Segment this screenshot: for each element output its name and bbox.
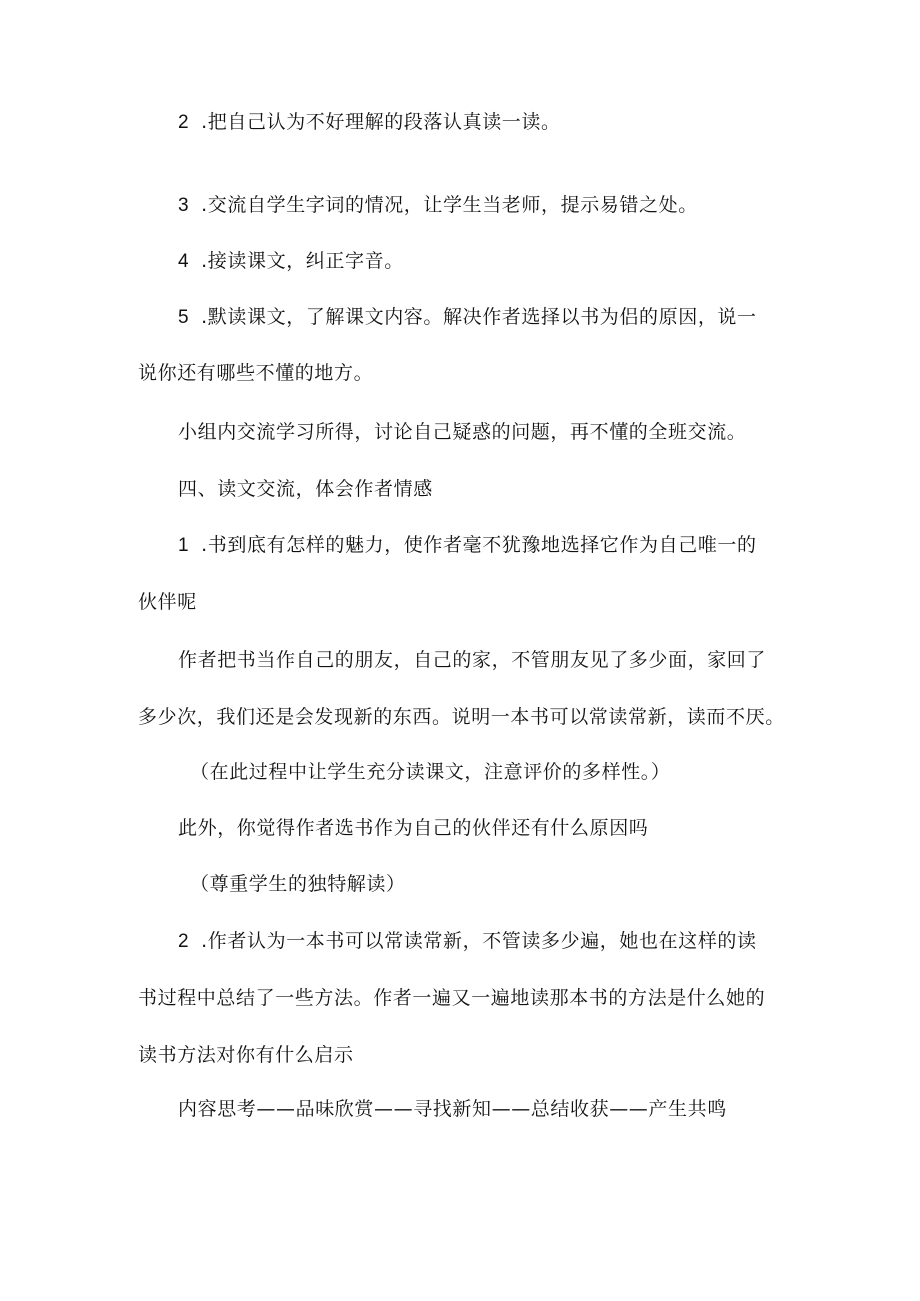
step-number: 1 — [178, 535, 190, 556]
paragraph-question-1 — [178, 533, 757, 558]
paragraph-text: .交流自学生字词的情况，让学生当老师，提示易错之处。 — [201, 194, 698, 216]
paragraph-question-2-continued-2: 读书方法对你有什么启示 — [138, 1044, 354, 1066]
step-number: 3 — [178, 195, 190, 216]
teaching-note-respect: （尊重学生的独特解读） — [190, 873, 406, 895]
paragraph-text: .作者认为一本书可以常读常新，不管读多少遍，她也在这样的读 — [201, 930, 757, 952]
paragraph-text: .默读课文，了解课文内容。解决作者选择以书为侣的原因，说一 — [201, 306, 757, 328]
paragraph-text: .接读课文，纠正字音。 — [201, 250, 404, 272]
paragraph-step-4 — [178, 249, 404, 274]
paragraph-question-2 — [178, 929, 757, 954]
teaching-note: （在此过程中让学生充分读课文，注意评价的多样性。） — [190, 761, 671, 783]
paragraph-text: .把自己认为不好理解的段落认真读一读。 — [201, 111, 561, 133]
paragraph-step-3 — [178, 193, 698, 218]
paragraph-step-2 — [178, 110, 561, 135]
step-number: 2 — [178, 931, 190, 952]
section-heading-four: 四、读文交流，体会作者情感 — [178, 478, 433, 500]
paragraph-question-1-continued: 伙伴呢 — [138, 591, 197, 613]
paragraph-step-5-continued: 说你还有哪些不懂的地方。 — [138, 362, 374, 384]
paragraph-group-discussion: 小组内交流学习所得，讨论自己疑惑的问题，再不懂的全班交流。 — [178, 421, 747, 443]
paragraph-question-2-continued: 书过程中总结了一些方法。作者一遍又一遍地读那本书的方法是什么她的 — [138, 987, 766, 1009]
reading-method-flow: 内容思考——品味欣赏——寻找新知——总结收获——产生共鸣 — [178, 1098, 727, 1120]
step-number: 5 — [178, 307, 190, 328]
paragraph-answer-continued: 多少次，我们还是会发现新的东西。说明一本书可以常读常新，读而不厌。 — [138, 706, 785, 728]
step-number: 2 — [178, 112, 190, 133]
paragraph-answer: 作者把书当作自己的朋友，自己的家，不管朋友见了多少面，家回了 — [178, 649, 767, 671]
paragraph-text: .书到底有怎样的魅力，使作者毫不犹豫地选择它作为自己唯一的 — [201, 534, 757, 556]
paragraph-step-5 — [178, 305, 757, 330]
step-number: 4 — [178, 251, 190, 272]
paragraph-extra-question: 此外，你觉得作者选书作为自己的伙伴还有什么原因吗 — [178, 817, 649, 839]
